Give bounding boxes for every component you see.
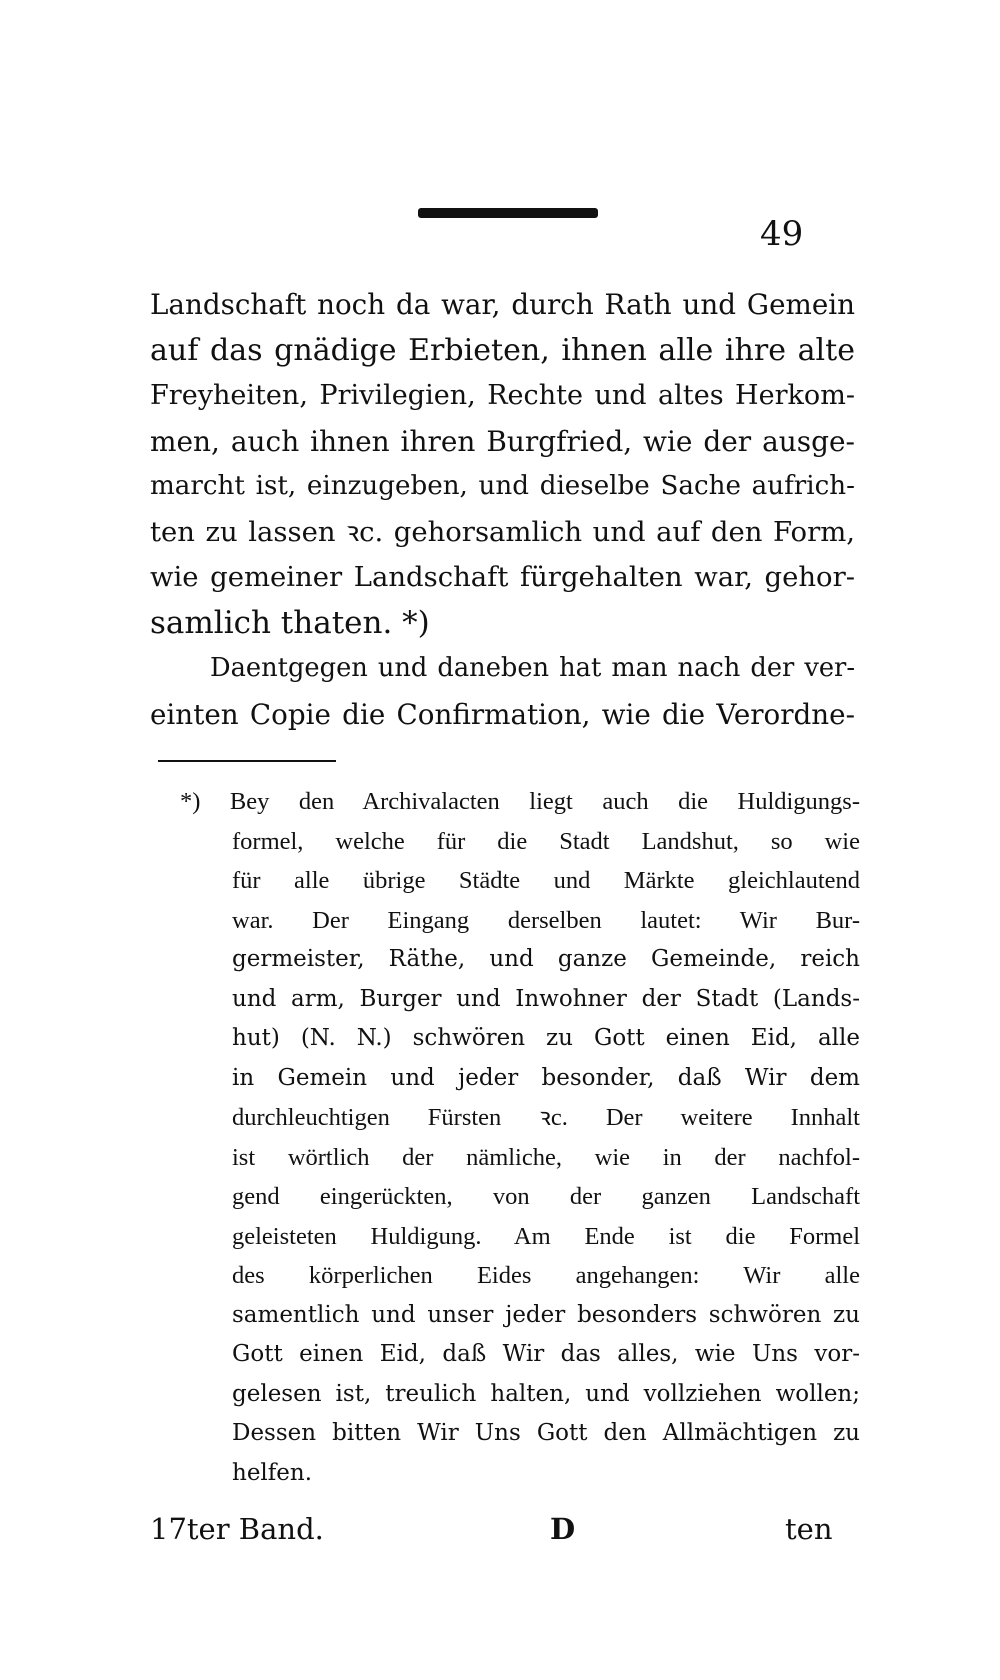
- footnote-line: samentlich und unser jeder besonders schwören zu: [232, 1301, 860, 1328]
- footnote-line: Gott einen Eid, daß Wir das alles, wie Uns vor-: [232, 1341, 860, 1367]
- footnote-line: hut) (N. N.) schwören zu Gott einen Eid, alle: [232, 1025, 860, 1051]
- catchword: ten: [785, 1512, 833, 1546]
- text-line: Freyheiten, Privilegien, Rechte und altes Herkom-: [150, 380, 855, 411]
- text-line: auf das gnädige Erbieten, ihnen alle ihre alte: [150, 332, 855, 368]
- footnote: [180, 782, 860, 1493]
- text-line: ten zu lassen ꝛc. gehorsamlich und auf den Form,: [150, 515, 855, 548]
- text-line: einten Copie die Confirmation, wie die Verordne-: [150, 697, 855, 731]
- text-line: Daentgegen und daneben hat man nach der ver-: [210, 653, 855, 683]
- text-line: Landschaft noch da war, durch Rath und Gemein: [150, 288, 855, 321]
- footnote-line: des körperlichen Eides angehangen: Wir alle: [232, 1262, 860, 1289]
- footnote-line: geleisteten Huldigung. Am Ende ist die Formel: [232, 1222, 860, 1250]
- footnote-line: für alle übrige Städte und Märkte gleichlautend: [232, 867, 860, 894]
- page-footer: [150, 1512, 850, 1562]
- footnote-line: helfen.: [232, 1459, 313, 1486]
- footnote-line: Dessen bitten Wir Uns Gott den Allmächtigen zu: [232, 1420, 860, 1446]
- footnote-line: formel, welche für die Stadt Landshut, so wie: [232, 827, 860, 855]
- text-line: men, auch ihnen ihren Burgfried, wie der ausge-: [150, 424, 855, 458]
- volume-signature: 17ter Band.: [150, 1512, 324, 1546]
- footnote-line: durchleuchtigen Fürsten ꝛc. Der weitere Innhalt: [232, 1104, 860, 1131]
- header-rule: [418, 208, 598, 218]
- footnote-line: und arm, Burger und Inwohner der Stadt (Lands-: [232, 985, 860, 1012]
- text-line: marcht ist, einzugeben, und dieselbe Sache aufrich-: [150, 471, 855, 501]
- footnote-line: war. Der Eingang derselben lautet: Wir Bur-: [232, 906, 860, 934]
- page-number: 49: [760, 214, 804, 254]
- footnote-separator: [158, 760, 336, 762]
- footnote-line: gelesen ist, treulich halten, und vollziehen wollen;: [232, 1380, 860, 1407]
- footnote-line: *) Bey den Archivalacten liegt auch die Huldigungs-: [180, 788, 860, 815]
- footnote-line: ist wörtlich der nämliche, wie in der nachfol-: [232, 1143, 860, 1171]
- signature-mark: D: [550, 1512, 576, 1546]
- footnote-line: gend eingerückten, von der ganzen Landschaft: [232, 1183, 860, 1210]
- footnote-line: in Gemein und jeder besonder, daß Wir dem: [232, 1064, 860, 1091]
- text-line: wie gemeiner Landschaft fürgehalten war, gehor-: [150, 562, 855, 593]
- footnote-line: germeister, Räthe, und ganze Gemeinde, reich: [232, 946, 860, 972]
- text-line: samlich thaten. *): [150, 604, 430, 641]
- main-text: [150, 282, 855, 737]
